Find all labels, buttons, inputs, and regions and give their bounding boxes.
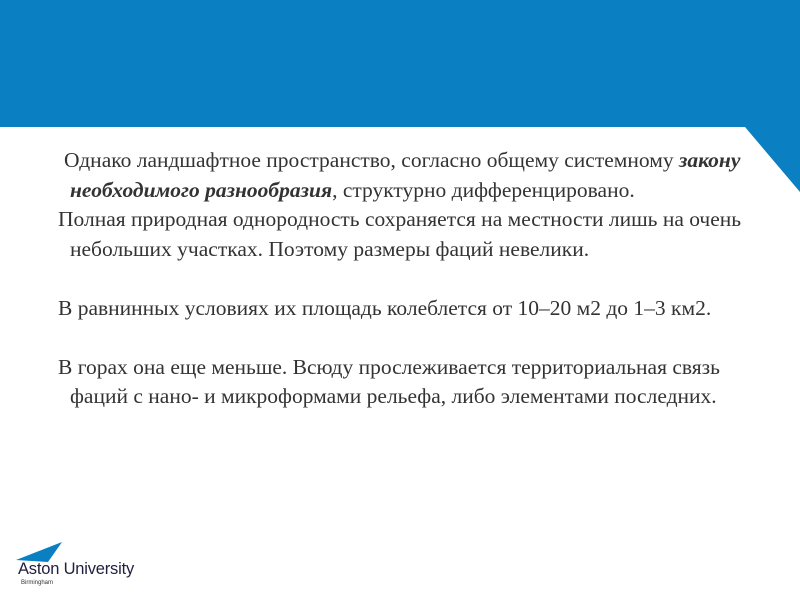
aston-university-logo <box>14 540 144 590</box>
paragraph-3: В равнинных условиях их площадь колеблется от 10–20 м2 до 1–3 км2. <box>58 295 712 320</box>
paragraph-gap <box>58 264 758 294</box>
paragraph-1-emphasis: закону необходимого разнообразия <box>70 148 741 202</box>
logo-name: Aston University <box>18 560 135 578</box>
slide-body <box>58 146 758 412</box>
paragraph-2: Полная природная однородность сохраняется на местности лишь на очень небольших участках. Поэтому размеры фаций невелики. <box>58 207 742 261</box>
paragraph-1-start: Однако ландшафтное пространство, согласно общему системному <box>64 148 679 172</box>
logo-subtitle: Birmingham <box>21 580 54 586</box>
paragraph-gap <box>58 323 758 353</box>
paragraph-4: В горах она еще меньше. Всюду прослеживается территориальная связь фаций с нано- и микроформами рельефа, либо элементами последних. <box>58 354 720 408</box>
paragraph-1 <box>58 146 758 205</box>
paragraph-1-end: , структурно дифференцировано. <box>332 177 635 202</box>
